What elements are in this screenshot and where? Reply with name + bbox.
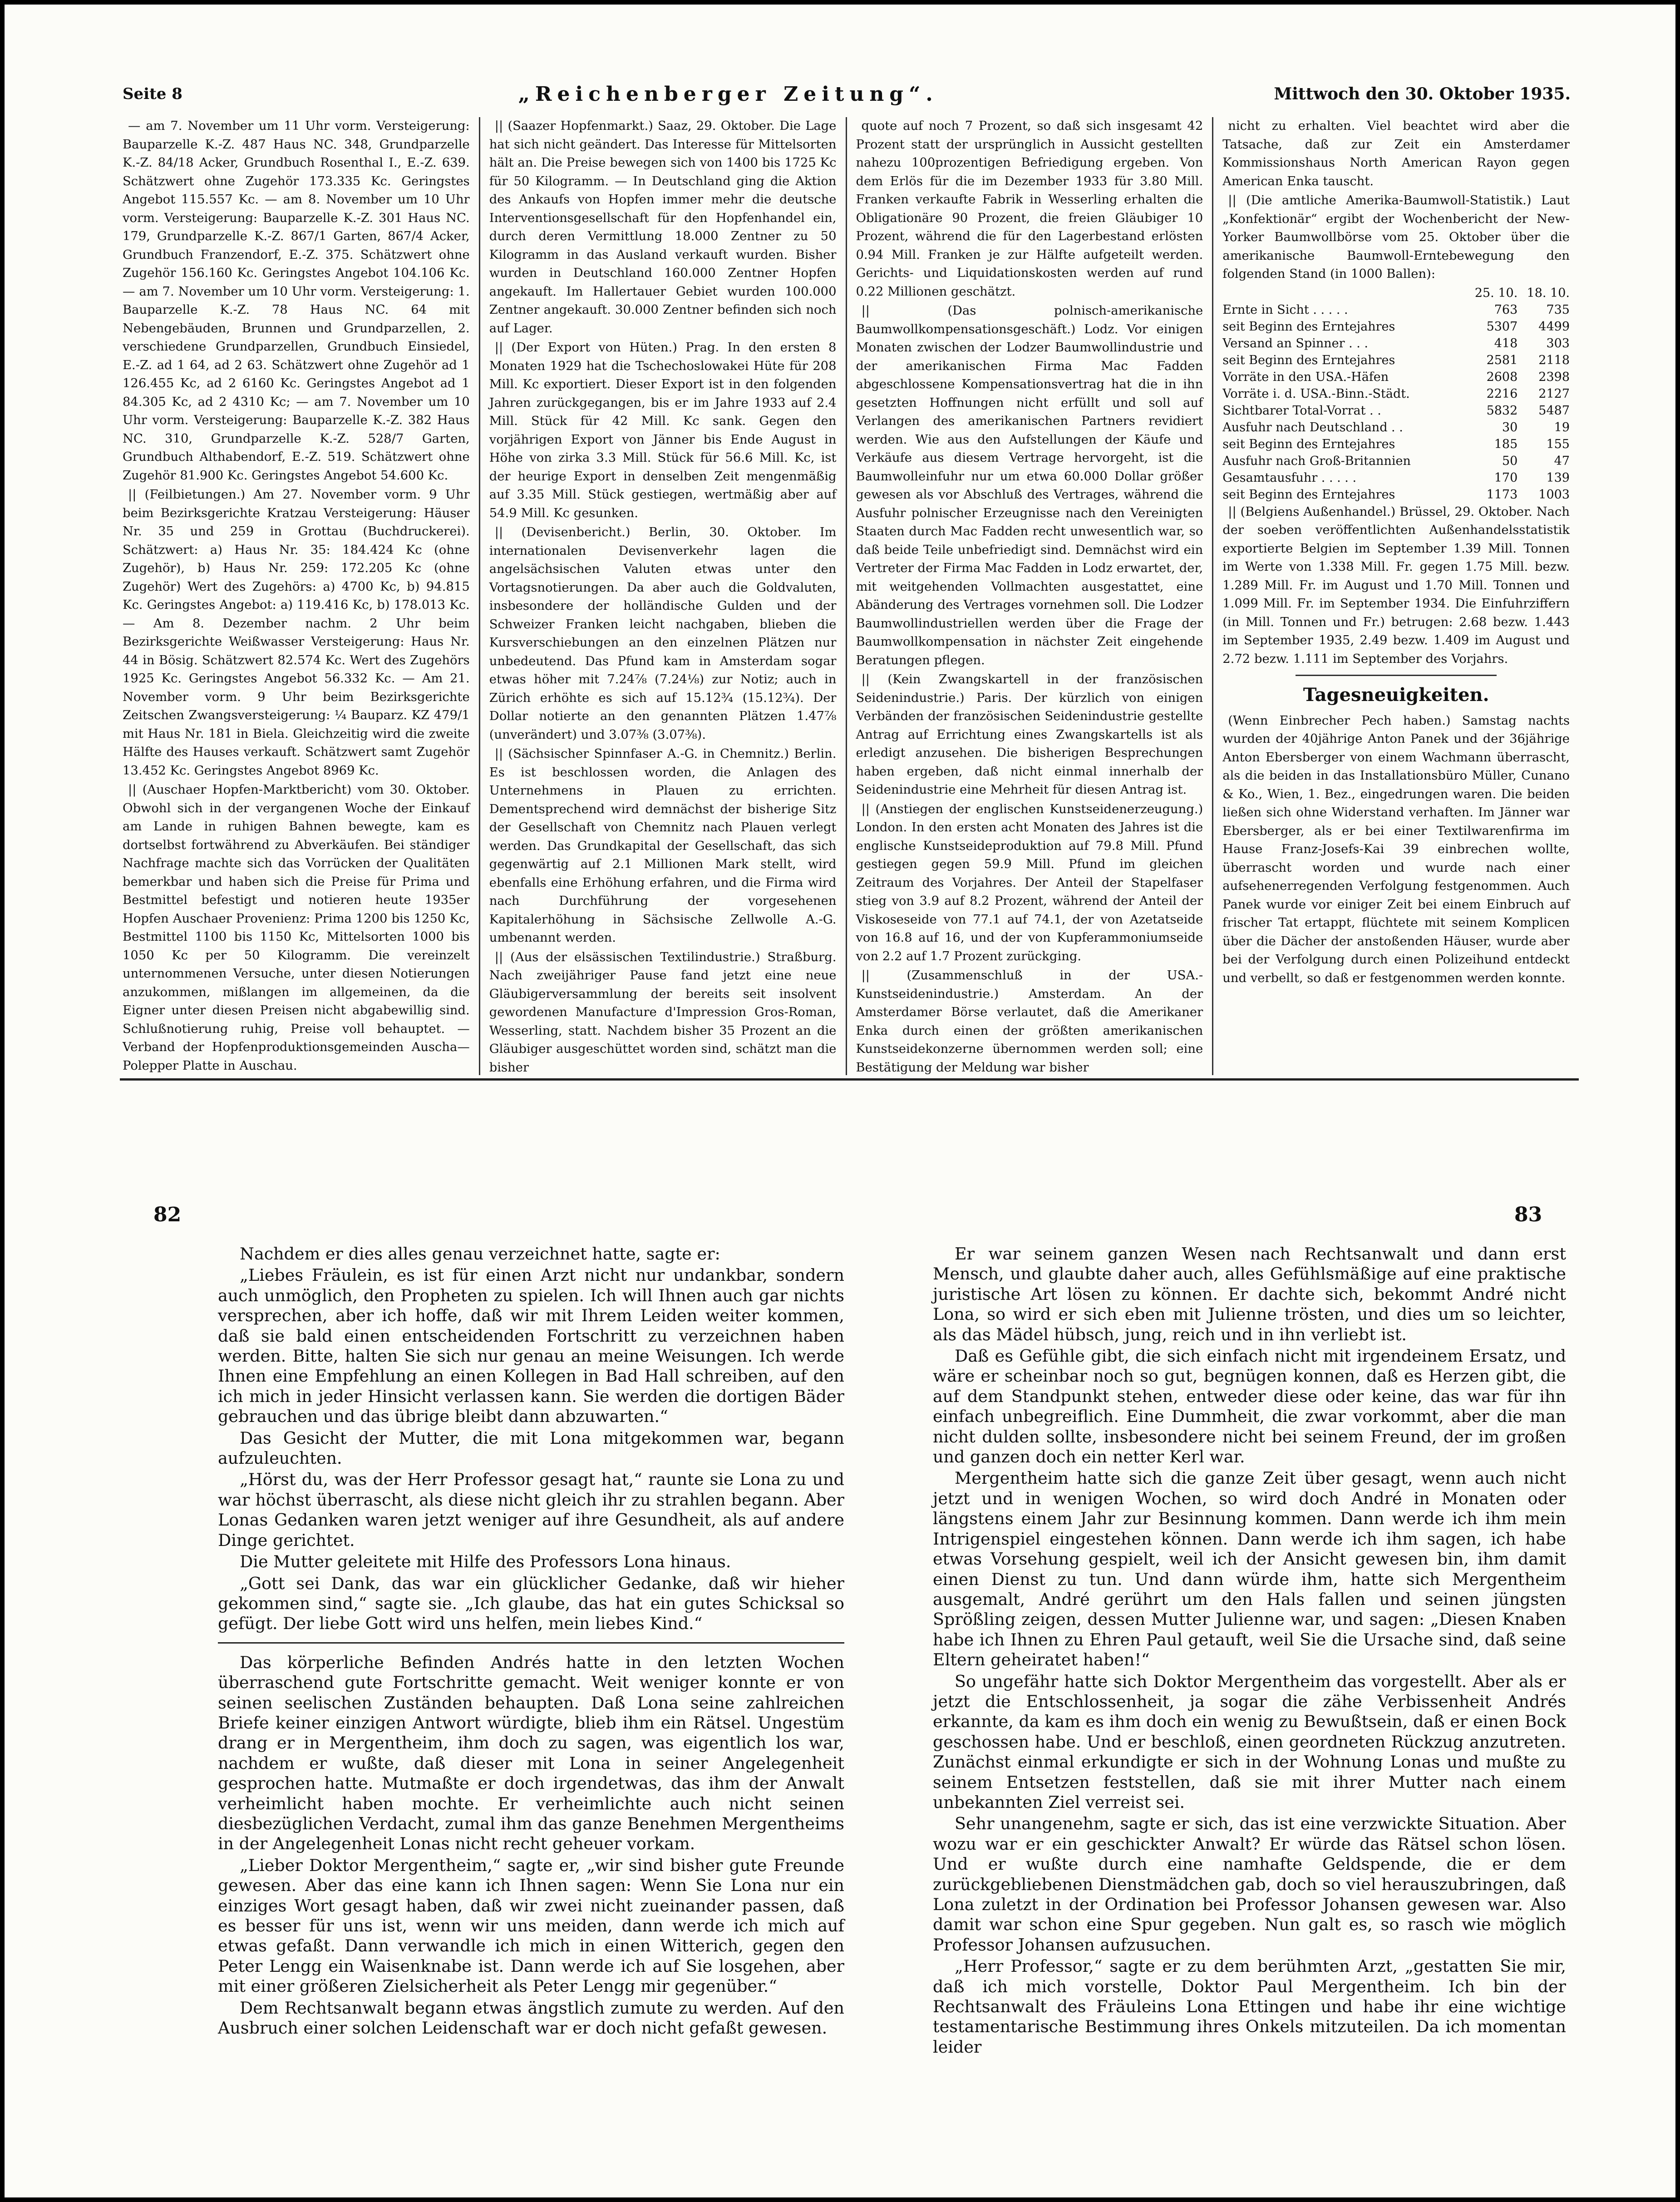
cotton-statistics-table: [1222, 285, 1570, 503]
table-header-cell: 18. 10.: [1527, 286, 1570, 300]
news-paragraph: (Wenn Einbrecher Pech haben.) Samstag nachts wurden der 40jährige Anton Panek und der 36jährige Anton Ebersberger von einem Wachmann überrascht, als die beiden in das Installationsbüro Müller, Cunano & Ko., Wien, 1. Bez., eingedrungen waren. Die beiden ließen sich ohne Widerstand verhaften. Im Jänner war Ebersberger, als er bei einer Textilwarenfirma im Hause Franz-Josefs-Kai 39 einbrechen wollte, überrascht worden und wurde nach einer aufsehenerregenden Verfolgung festgenommen. Auch Panek wurde vor einiger Zeit bei einem Einbruch auf frischer Tat ertappt, flüchtete mit seinem Komplicen über die Dächer der anstoßenden Häuser, wurde aber bei der Verfolgung durch einen Polizeihund entdeckt und verbellt, so daß er festgenommen werden konnte.: [1222, 713, 1570, 985]
novel-paragraph: „Gott sei Dank, das war ein glücklicher Gedanke, daß wir hieher gekommen sind,“ sagte sie. „Ich glaube, das hat ein gutes Schicksal so gefügt. Der liebe Gott wird uns helfen, mein liebes Kind.“: [218, 1573, 844, 1634]
table-row: [1222, 436, 1570, 453]
table-row-label: seit Beginn des Erntejahres: [1222, 319, 1395, 334]
novel-paragraph: „Liebes Fräulein, es ist für einen Arzt nicht nur undankbar, sondern auch unmöglich, den Propheten zu spielen. Ich will Ihnen auch gar nichts versprechen, aber ich hoffe, daß wir mit Ihrem Leiden weiter kommen, daß sie bald einen entscheidenden Fortschritt zu verzeichnen haben werden. Bitte, halten Sie sich nur genau an meine Weisungen. Ich werde Ihnen eine Empfehlung an einen Kollegen in Bad Hall schreiben, auf den ich mich in jeder Hinsicht verlassen kann. Sie werden die dortigen Bäder gebrauchen und das übrige bleibt dann abzuwarten.“: [218, 1265, 844, 1427]
table-row: [1222, 385, 1570, 402]
table-cell-value: 2127: [1538, 386, 1570, 401]
table-cell-value: 155: [1546, 437, 1570, 451]
novel-right-page: [933, 1244, 1566, 2059]
novel-paragraph: Er war seinem ganzen Wesen nach Rechtsanwalt und dann erst Mensch, und glaubte daher auch, alles Gefühlsmäßige auf eine praktische juristische Art lösen zu können. Er dachte sich, bekommt André nicht Lona, so wird er sich eben mit Julienne trösten, und dies um so leichter, als das Mädel hübsch, jung, reich und in ihn verliebt ist.: [933, 1244, 1566, 1344]
novel-paragraph: Das Gesicht der Mutter, die mit Lona mitgekommen war, begann aufzuleuchten.: [218, 1428, 844, 1468]
table-cell-value: 2581: [1486, 353, 1518, 367]
table-cell-value: 170: [1494, 470, 1518, 485]
news-paragraph: || (Aus der elsässischen Textilindustrie.) Straßburg. Nach zweijähriger Pause fand jetzt eine neue Gläubigerversammlung der bereits seit insolvent gewordenen Manufacture d'Impression Gros-Roman, Wesserling, statt. Nachdem bisher 35 Prozent an die Gläubiger ausgeschüttet worden sind, schätzt man die bisher: [489, 950, 837, 1075]
page-label: Seite 8: [123, 85, 182, 103]
news-paragraph: || (Die amtliche Amerika-Baumwoll-Statistik.) Laut „Konfektionär“ ergibt der Wochenbericht der New-Yorker Baumwollbörse vom 25. Oktober über die amerikanische Baumwoll-Erntebewegung den folgenden Stand (in 1000 Ballen):: [1222, 193, 1570, 281]
table-cell-value: 19: [1554, 420, 1570, 434]
table-row: [1222, 352, 1570, 369]
news-paragraph: || (Feilbietungen.) Am 27. November vorm. 9 Uhr beim Bezirksgerichte Kratzau Versteigerung: Häuser Nr. 35 und 259 in Grottau (Buchdruckerei). Schätzwert: a) Haus Nr. 35: 184.424 Kc (ohne Zugehör), b) Haus Nr. 259: 172.205 Kc (ohne Zugehör) Wert des Zugehörs: a) 4700 Kc, b) 94.815 Kc. Geringstes Angebot: a) 119.416 Kc, b) 178.013 Kc. — Am 8. Dezember nachm. 2 Uhr beim Bezirksgerichte Weißwasser Versteigerung: Haus Nr. 44 in Bösig. Schätzwert 82.574 Kc. Wert des Zugehörs 1925 Kc. Geringstes Angebot 56.332 Kc. — Am 21. November vorm. 9 Uhr beim Bezirksgerichte Zeitschen Zwangsversteigerung: ¼ Bauparz. KZ 479/1 mit Haus Nr. 181 in Biela. Gleichzeitig wird die zweite Hälfte des Hauses verkauft. Schätzwert samt Zugehör 13.452 Kc. Geringstes Angebot 8969 Kc.: [123, 488, 470, 778]
novel-paragraph: Nachdem er dies alles genau verzeichnet hatte, sagte er:: [240, 1244, 720, 1264]
table-row-label: Ausfuhr nach Groß-Britannien: [1222, 454, 1411, 468]
news-paragraph: nicht zu erhalten. Viel beachtet wird aber die Tatsache, daß zur Zeit ein Amsterdamer Kommissionshaus North American Rayon gegen American Enka tauscht.: [1222, 119, 1570, 188]
news-paragraph: || (Belgiens Außenhandel.) Brüssel, 29. Oktober. Nach der soeben veröffentlichten Außenhandelsstatistik exportierte Belgien im September 1.39 Mill. Tonnen im Werte von 1.338 Mill. Fr. gegen 1.75 Mill. bezw. 1.289 Mill. Fr. im August und 1.70 Mill. Tonnen und 1.099 Mill. Fr. im September 1934. Die Einfuhrziffern (in Mill. Tonnen und Fr.) betrugen: 2.68 bezw. 1.443 im September 1935, 2.49 bezw. 1.409 im August und 2.72 bezw. 1.111 im September des Vorjahrs.: [1222, 504, 1570, 666]
novel-left-page: [218, 1244, 844, 2039]
table-cell-value: 2608: [1486, 370, 1518, 384]
news-paragraph: || (Auschaer Hopfen-Marktbericht) vom 30. Oktober. Obwohl sich in der vergangenen Woche der Einkauf am Lande in ruhigen Bahnen bewegte, kam es dortselbst fortwährend zu Abverkäufen. Bei ständiger Nachfrage machte sich das Vorrücken der Qualitäten bemerkbar und haben sich die Preise für Prima und Bestmittel befestigt und notieren heute 1935er Hopfen Auschaer Provenienz: Prima 1200 bis 1250 Kc, Bestmittel 1100 bis 1150 Kc, Mittelsorten 1000 bis 1050 Kc per 50 Kilogramm. Die vereinzelt unternommenen Versuche, unter diesen Notierungen anzukommen, mißlangen im allgemeinen, da die Eigner unter diesen Preisen nicht abgabewillig sind. Schlußnotierung ruhig, Preise voll behauptet. — Verband der Hopfenproduktionsgemeinden Auscha—Polepper Platte in Auschau.: [123, 783, 470, 1073]
table-cell-value: 2118: [1538, 353, 1570, 367]
table-row: [1222, 453, 1570, 469]
newspaper-columns: [120, 117, 1579, 1075]
novel-paragraph: Daß es Gefühle gibt, die sich einfach nicht mit irgendeinem Ersatz, und wäre er scheinbar noch so gut, begnügen konnen, daß es Herzen gibt, die auf dem Standpunkt stehen, entweder diese oder keine, das war für ihn einfach unbegreiflich. Eine Dummheit, die zwar vorkommt, aber die man nicht dulden sollte, insbesondere nicht bei seinem Freund, der im großen und ganzen doch ein netter Kerl war.: [933, 1346, 1566, 1467]
novel-paragraph: „Herr Professor,“ sagte er zu dem berühmten Arzt, „gestatten Sie mir, daß ich mich vorstelle, Doktor Paul Mergentheim. Ich bin der Rechtsanwalt des Fräuleins Lona Ettingen und habe ihr eine wichtige testamentarische Bestimmung ihres Onkels mitzuteilen. Da ich momentan leider: [933, 1956, 1566, 2057]
table-row: [1222, 402, 1570, 419]
news-column-2: [479, 117, 846, 1075]
table-row-label: Vorräte in den USA.-Häfen: [1222, 370, 1389, 384]
table-row-label: seit Beginn des Erntejahres: [1222, 353, 1395, 367]
table-row-label: Ernte in Sicht . . . . .: [1222, 302, 1348, 317]
novel-paragraph: „Hörst du, was der Herr Professor gesagt hat,“ raunte sie Lona zu und war höchst überrascht, als diese nicht gleich ihr zu strahlen begann. Aber Lonas Gedanken waren jetzt weniger auf ihre Gesundheit, als auf andere Dinge gerichtet.: [218, 1470, 844, 1550]
table-row-label: seit Beginn des Erntejahres: [1222, 487, 1395, 502]
table-cell-value: 139: [1546, 470, 1570, 485]
news-paragraph: || (Das polnisch-amerikanische Baumwollkompensationsgeschäft.) Lodz. Vor einigen Monaten zwischen der Lodzer Baumwollindustrie und der amerikanischen Firma Mac Fadden abgeschlossene Kompensationsvertrag hat die in ihn gesetzten Hoffnungen nicht erfüllt und soll auf Verlangen des amerikanischen Partners revidiert werden. Wie aus den Aufstellungen der Käufe und Verkäufe aus diesem Vertrage hervorgeht, ist die Baumwolleinfuhr nur um etwa 60.000 Dollar größer gewesen als vor Abschluß des Vertrages, während die Ausfuhr polnischer Erzeugnisse nach den Vereinigten Staaten durch Mac Fadden recht unwesentlich war, so daß beide Teile unbefriedigt sind. Demnächst wird ein Vertreter der Firma Mac Fadden in Lodz erwartet, der, mit weitgehenden Vollmachten ausgestattet, eine Abänderung des Vertrages vornehmen soll. Die Lodzer Baumwollindustriellen werden über die Frage der Baumwollkompensation in nächster Zeit eingehende Beratungen pflegen.: [856, 304, 1203, 667]
news-paragraph: || (Zusammenschluß in der USA.-Kunstseidenindustrie.) Amsterdam. An der Amsterdamer Börse verlautet, daß die Amerikaner Enka durch einen der größten amerikanischen Kunstseidekonzerne übernommen werden soll; eine Bestätigung der Meldung war bisher: [856, 968, 1203, 1075]
news-paragraph: || (Saazer Hopfenmarkt.) Saaz, 29. Oktober. Die Lage hat sich nicht geändert. Das Interesse für Mittelsorten hält an. Die Preise bewegen sich von 1400 bis 1725 Kc für 50 Kilogramm. — In Deutschland ging die Aktion des Ankaufs von Hopfen immer mehr die deutsche Interventionsgesellschaft für den Hopfenhandel ein, durch deren Vermittlung 18.000 Zentner zu 50 Kilogramm in das Ausland verkauft wurden. Bisher wurden in Deutschland 160.000 Zentner Hopfen angekauft. Im Hallertauer Gebiet wurden 100.000 Zentner angekauft. 30.000 Zentner befinden sich noch auf Lager.: [489, 119, 837, 336]
scene-break-rule: [218, 1642, 844, 1644]
table-row-label: Vorräte i. d. USA.-Binn.-Städt.: [1222, 386, 1410, 401]
novel-paragraph: Mergentheim hatte sich die ganze Zeit über gesagt, wenn auch nicht jetzt und in wenigen Wochen, so wird doch André in Monaten oder längstens einem Jahr zur Besinnung kommen. Dann werde ich ihm mein Intrigenspiel eingestehen können. Dann werde ich ihm sagen, ich habe etwas Vorsehung gespielt, weil ich der Ansicht gewesen bin, ihm damit einen Dienst zu tun. Und dann würde ihm, hatte sich Mergentheim ausgemalt, André gerührt um den Hals fallen und seinen jüngsten Sprößling zeigen, dessen Mutter Julienne war, und sagen: „Diesen Knaben habe ich Ihnen zu Ehren Paul getauft, weil Sie die Ursache sind, daß seine Eltern geheiratet haben!“: [933, 1468, 1566, 1670]
table-row: [1222, 469, 1570, 486]
table-cell-value: 2398: [1538, 370, 1570, 384]
table-row-label: Sichtbarer Total-Vorrat . .: [1222, 403, 1381, 418]
news-column-1: [120, 117, 479, 1075]
table-row: [1222, 419, 1570, 436]
table-cell-value: 2216: [1486, 386, 1518, 401]
news-column-4: [1212, 117, 1579, 1075]
table-cell-value: 418: [1494, 336, 1518, 351]
table-row-label: Ausfuhr nach Deutschland . .: [1222, 420, 1403, 434]
table-row-label: Versand an Spinner . . .: [1222, 336, 1369, 351]
table-cell-value: 735: [1546, 302, 1570, 317]
novel-paragraph: Das körperliche Befinden Andrés hatte in den letzten Wochen überraschend gute Fortschritte gemacht. Weit weniger konnte er von seinen seelischen Zuständen behaupten. Daß Lona seine zahlreichen Briefe keiner einzigen Antwort würdigte, blieb ihm ein Rätsel. Ungestüm drang er in Mergentheim, ihm doch zu sagen, was eigentlich los war, nachdem er wußte, daß dieser mit Lona in seiner Angelegenheit gesprochen hatte. Mutmaßte er doch irgendetwas, das ihm der Anwalt verheimlicht haben mochte. Er verheimlichte auch nicht seinen diesbezüglichen Verdacht, zumal ihm das ganze Benehmen Mergentheims in der Angelegenheit Lonas nicht recht geheuer vorkam.: [218, 1652, 844, 1854]
novel-paragraph: Dem Rechtsanwalt begann etwas ängstlich zumute zu werden. Auf den Ausbruch einer solchen Leidenschaft war er doch nicht gefaßt gewesen.: [218, 1998, 844, 2038]
table-cell-value: 1003: [1538, 487, 1570, 502]
news-paragraph: || (Der Export von Hüten.) Prag. In den ersten 8 Monaten 1929 hat die Tschechoslowakei Hüte für 208 Mill. Kc exportiert. Dieser Export ist in den folgenden Jahren zurückgegangen, bis er im Jahre 1933 auf 2.4 Mill. Stück für 42 Mill. Kc sank. Gegen den vorjährigen Export von Jänner bis Ende August in Höhe von zirka 3.3 Mill. Stück für 56.6 Mill. Kc, ist der heurige Export in denselben Zeit mengenmäßig auf 3.35 Mill. Stück gestiegen, wertmäßig aber auf 54.9 Mill. Kc gesunken.: [489, 341, 837, 520]
newspaper-bottom-rule: [120, 1078, 1579, 1081]
table-cell-value: 763: [1494, 302, 1518, 317]
news-paragraph: || (Devisenbericht.) Berlin, 30. Oktober. Im internationalen Devisenverkehr lagen die angelsächsischen Valuten etwas unter den Vortagsnotierungen. Da aber auch die Goldvaluten, insbesondere der holländische Gulden und der Schweizer Franken leicht nachgaben, blieben die Kursverschiebungen an den einzelnen Plätzen nur unbedeutend. Das Pfund kam in Amsterdam sogar etwas höher mit 7.24⅞ (7.24⅛) zur Notiz; auch in Zürich erhöhte es sich auf 15.12¾ (15.12¾). Der Dollar notierte an den genannten Plätzen 1.47⅞ (unverändert) und 3.07⅜ (3.07⅜).: [489, 525, 837, 742]
table-row: [1222, 301, 1570, 318]
table-cell-value: 5487: [1538, 403, 1570, 418]
table-row: [1222, 486, 1570, 503]
news-paragraph: || (Sächsischer Spinnfaser A.-G. in Chemnitz.) Berlin. Es ist beschlossen worden, die Anlagen des Unternehmens in Plauen zu errichten. Dementsprechend wird demnächst der bisherige Sitz der Gesellschaft von Chemnitz nach Plauen verlegt werden. Das Grundkapital der Gesellschaft, das sich gegenwärtig auf 2.1 Millionen Mark stellt, wird ebenfalls eine Erhöhung erfahren, und die Firma wird nach Durchführung der vorgesehenen Kapitalerhöhung in Sächsische Zellwolle A.-G. umbenannt werden.: [489, 747, 837, 945]
novel-paragraph: Die Mutter geleitete mit Hilfe des Professors Lona hinaus.: [240, 1552, 731, 1572]
table-cell-value: 185: [1494, 437, 1518, 451]
table-row: [1222, 318, 1570, 335]
table-cell-value: 47: [1554, 454, 1570, 468]
news-column-3: [846, 117, 1212, 1075]
table-cell-value: 5307: [1486, 319, 1518, 334]
table-row: [1222, 335, 1570, 352]
table-cell-value: 5832: [1486, 403, 1518, 418]
table-header-cell: [1222, 285, 1465, 301]
left-page-number: 82: [153, 1203, 182, 1226]
table-header-cell: 25. 10.: [1474, 286, 1518, 300]
table-cell-value: 1173: [1486, 487, 1518, 502]
section-title: Tagesneuigkeiten.: [1303, 684, 1489, 706]
table-cell-value: 30: [1502, 420, 1518, 434]
table-header-row: [1222, 285, 1570, 301]
right-page-number: 83: [1514, 1203, 1542, 1226]
table-row-label: Gesamtausfuhr . . . . .: [1222, 470, 1357, 485]
section-divider: [1296, 675, 1497, 676]
newspaper-header: [123, 78, 1571, 110]
novel-paragraph: „Lieber Doktor Mergentheim,“ sagte er, „wir sind bisher gute Freunde gewesen. Aber das eine kann ich Ihnen sagen: Wenn Sie Lona nur ein einziges Wort gesagt haben, daß wir zwei nicht zueinander passen, daß es besser für uns ist, wenn wir uns meiden, dann werde ich mich auf etwas gefaßt. Dann verwandle ich mich in einen Witterich, gegen den Peter Lengg ein Waisenknabe ist. Dann werde ich auf Sie losgehen, aber mit einer größeren Zielsicherheit als Peter Lengg mir gegenüber.“: [218, 1855, 844, 1996]
novel-paragraph: So ungefähr hatte sich Doktor Mergentheim das vorgestellt. Aber als er jetzt die Entschlossenheit, ja sogar die zähe Verbissenheit Andrés erkannte, da kam es ihm doch ein wenig zu Bewußtsein, daß er einen Bock geschossen habe. Und er beschloß, einen geordneten Rückzug anzutreten. Zunächst einmal erkundigte er sich in der Wohnung Lonas und mußte zu seinem Entsetzen feststellen, daß sie mit ihrer Mutter nach einem unbekannten Ziel verreist sei.: [933, 1671, 1566, 1812]
news-paragraph: || (Anstiegen der englischen Kunstseidenerzeugung.) London. In den ersten acht Monaten des Jahres ist die englische Kunstseideproduktion auf 79.8 Mill. Pfund gestiegen gegen 59.9 Mill. Pfund im gleichen Zeitraum des Vorjahres. Der Anteil der Stapelfaser stieg von 3.9 auf 8.2 Prozent, während der Anteil der Viskoseseide von 77.1 auf 74.1, der von Azetatseide von 16.8 auf 16, und der von Kupferammoniumseide von 2.2 auf 1.7 Prozent zurückging.: [856, 802, 1203, 963]
table-cell-value: 303: [1546, 336, 1570, 351]
news-paragraph: quote auf noch 7 Prozent, so daß sich insgesamt 42 Prozent statt der ursprünglich in Aussicht gestellten nahezu 100prozentigen Befriedigung ergeben. Von dem Erlös für die im Dezember 1933 für 3.80 Mill. Franken verkaufte Fabrik in Wesserling erhalten die Obligationäre 90 Prozent, die freien Gläubiger 10 Prozent, während die für den Lagerbestand erlösten 0.94 Mill. Franken je zur Hälfte aufgeteilt werden. Gerichts- und Liquidationskosten werden auf rund 0.22 Millionen geschätzt.: [856, 119, 1203, 299]
masthead: „Reichenberger Zeitung“.: [518, 82, 938, 106]
novel-paragraph: Sehr unangenehm, sagte er sich, das ist eine verzwickte Situation. Aber wozu war er ein geschickter Anwalt? Er würde das Rätsel schon lösen. Und er wußte durch eine namhafte Geldspende, die er dem zurückgebliebenen Dienstmädchen gab, doch so viel herauszubringen, daß Lona zuletzt in der Ordination bei Professor Johansen gewesen war. Also damit war schon eine Spur gegeben. Nun galt es, so rasch wie möglich Professor Johansen aufzusuchen.: [933, 1814, 1566, 1955]
news-paragraph: || (Kein Zwangskartell in der französischen Seidenindustrie.) Paris. Der kürzlich von einigen Verbänden der französischen Seidenindustrie gestellte Antrag auf Errichtung eines Zwangskartells ist als erledigt anzusehen. Die bisherigen Besprechungen haben ergeben, daß nicht einmal innerhalb der Seidenindustrie eine Mehrheit für diesen Antrag ist.: [856, 672, 1203, 797]
table-row: [1222, 369, 1570, 385]
table-row-label: seit Beginn des Erntejahres: [1222, 437, 1395, 451]
news-paragraph: — am 7. November um 11 Uhr vorm. Versteigerung: Bauparzelle K.-Z. 487 Haus NC. 348, Grundparzelle K.-Z. 84/18 Acker, Grundbuch Rosenthal I., E.-Z. 639. Schätzwert ohne Zugehör 173.335 Kc. Geringstes Angebot 115.557 Kc. — am 8. November um 10 Uhr vorm. Versteigerung: Bauparzelle K.-Z. 301 Haus NC. 179, Grundparzelle K.-Z. 867/1 Garten, 867/4 Acker, Grundbuch Franzendorf, E.-Z. 375. Schätzwert ohne Zugehör 156.160 Kc. Geringstes Angebot 104.106 Kc. — am 7. November um 10 Uhr vorm. Versteigerung: 1. Bauparzelle K.-Z. 78 Haus NC. 64 mit Nebengebäuden, Brunnen und Grundparzellen, 2. verschiedene Grundparzellen, Grundbuch Einsiedel, E.-Z. ad 1 64, ad 2 63. Schätzwert ohne Zugehör ad 1 126.455 Kc, ad 2 6160 Kc. Geringstes Angebot ad 1 84.305 Kc, ad 2 4310 Kc; — am 7. November um 10 Uhr vorm. Versteigerung: Bauparzelle K.-Z. 382 Haus NC. 310, Grundparzelle K.-Z. 528/7 Garten, Grundbuch Althabendorf, E.-Z. 519. Schätzwert ohne Zugehör 81.900 Kc. Geringstes Angebot 54.600 Kc.: [123, 119, 470, 483]
table-cell-value: 50: [1502, 454, 1518, 468]
issue-date: Mittwoch den 30. Oktober 1935.: [1274, 84, 1571, 104]
table-cell-value: 4499: [1538, 319, 1570, 334]
